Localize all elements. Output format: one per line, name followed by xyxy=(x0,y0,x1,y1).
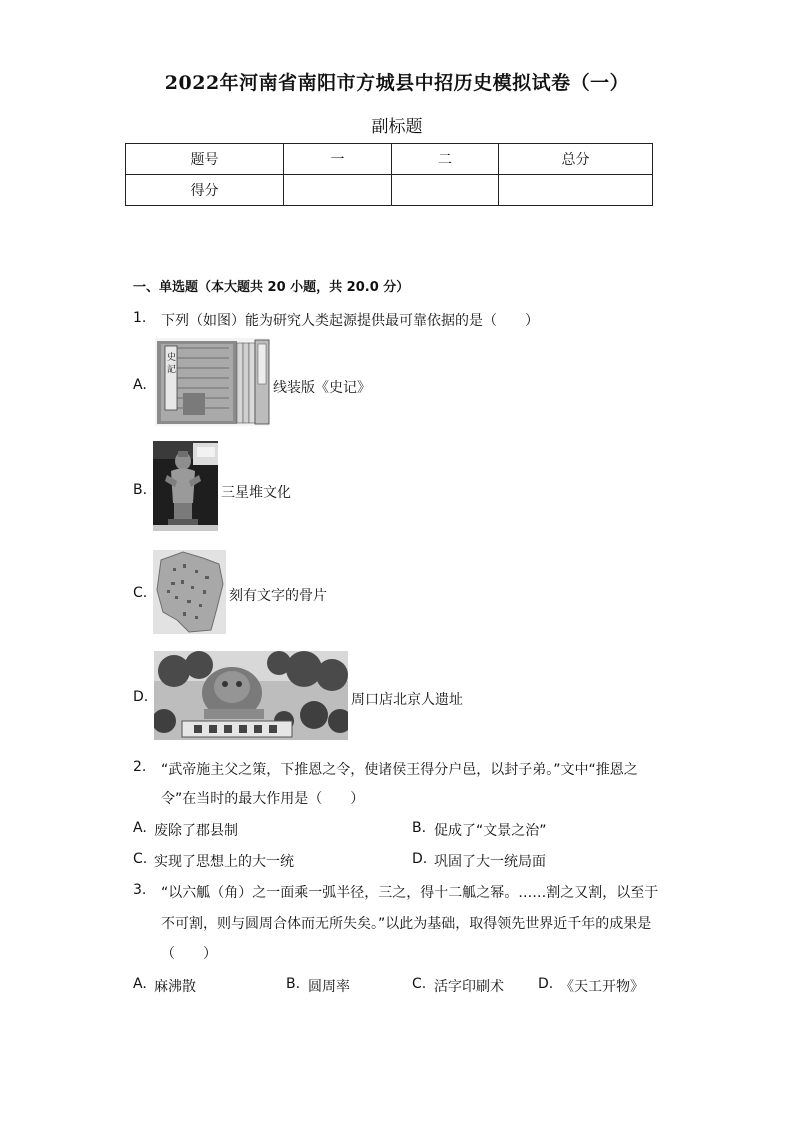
q3-option-c-letter: C. xyxy=(412,976,427,992)
book-image xyxy=(155,338,270,426)
q1-option-a-caption: 线装版《史记》 xyxy=(273,380,371,396)
q2-option-c-text: 实现了思想上的大一统 xyxy=(154,854,294,870)
score-table xyxy=(125,143,653,206)
q2-option-b-text: 促成了“文景之治” xyxy=(434,823,547,839)
score-cell-part-2 xyxy=(392,175,499,206)
score-header-total: 总分 xyxy=(499,144,653,175)
q3-option-a-letter: A. xyxy=(133,976,147,992)
oracle-bone-image xyxy=(153,550,226,634)
svg-text:史: 史 xyxy=(167,353,177,363)
q2-option-a-text: 废除了郡县制 xyxy=(154,823,238,839)
score-row-label: 得分 xyxy=(126,175,284,206)
q3-stem-line-2: 不可割，则与圆周合体而无所失矣。”以此为基础，取得领先世界近千年的成果是 xyxy=(161,916,652,932)
q2-option-b-letter: B. xyxy=(412,820,427,836)
q1-stem: 下列（如图）能为研究人类起源提供最可靠依据的是（ ） xyxy=(161,313,539,329)
exam-subtitle: 副标题 xyxy=(371,117,423,137)
score-cell-part-1 xyxy=(284,175,392,206)
q3-option-d-text: 《天工开物》 xyxy=(560,979,644,995)
q1-number: 1. xyxy=(133,310,147,326)
q2-option-d-text: 巩固了大一统局面 xyxy=(434,854,546,870)
q3-number: 3. xyxy=(133,882,147,898)
bronze-figure-image xyxy=(153,441,218,531)
score-table-score-row xyxy=(126,175,653,206)
q2-option-d-letter: D. xyxy=(412,851,428,867)
q3-option-c-text: 活字印刷术 xyxy=(434,979,504,995)
q1-option-d-caption: 周口店北京人遗址 xyxy=(351,692,463,708)
svg-text:記: 記 xyxy=(167,365,177,375)
score-header-label: 题号 xyxy=(126,144,284,175)
section-heading: 一、单选题（本大题共 20 小题，共 20.0 分） xyxy=(133,280,410,295)
q1-option-b-letter: B. xyxy=(133,482,148,498)
zhoukoudian-site-image xyxy=(154,651,348,740)
q1-option-c-letter: C. xyxy=(133,585,148,601)
q1-option-a-letter: A. xyxy=(133,377,147,393)
q3-option-b-text: 圆周率 xyxy=(308,979,350,995)
q3-stem-line-3: （ ） xyxy=(161,946,217,962)
score-header-part-1: 一 xyxy=(284,144,392,175)
q2-stem-line-2: 令”在当时的最大作用是（ ） xyxy=(161,791,365,807)
q1-option-c-caption: 刻有文字的骨片 xyxy=(229,588,327,604)
q2-option-c-letter: C. xyxy=(133,851,148,867)
q2-number: 2. xyxy=(133,759,147,775)
q2-stem-line-1: “武帝施主父之策，下推恩之令，使诸侯王得分户邑，以封子弟。”文中“推恩之 xyxy=(161,762,638,778)
exam-title: 2022年河南省南阳市方城县中招历史模拟试卷（一） xyxy=(164,72,630,94)
q1-option-d-letter: D. xyxy=(133,689,149,705)
q3-stem-line-1: “以六觚（角）之一面乘一弧半径，三之，得十二觚之幂。……割之又割，以至于 xyxy=(161,885,659,901)
q3-option-a-text: 麻沸散 xyxy=(154,979,196,995)
score-table-header-row xyxy=(126,144,653,175)
q1-option-b-caption: 三星堆文化 xyxy=(221,485,291,501)
q2-option-a-letter: A. xyxy=(133,820,147,836)
score-header-part-2: 二 xyxy=(392,144,499,175)
q3-option-d-letter: D. xyxy=(538,976,554,992)
q3-option-b-letter: B. xyxy=(286,976,301,992)
score-cell-total xyxy=(499,175,653,206)
